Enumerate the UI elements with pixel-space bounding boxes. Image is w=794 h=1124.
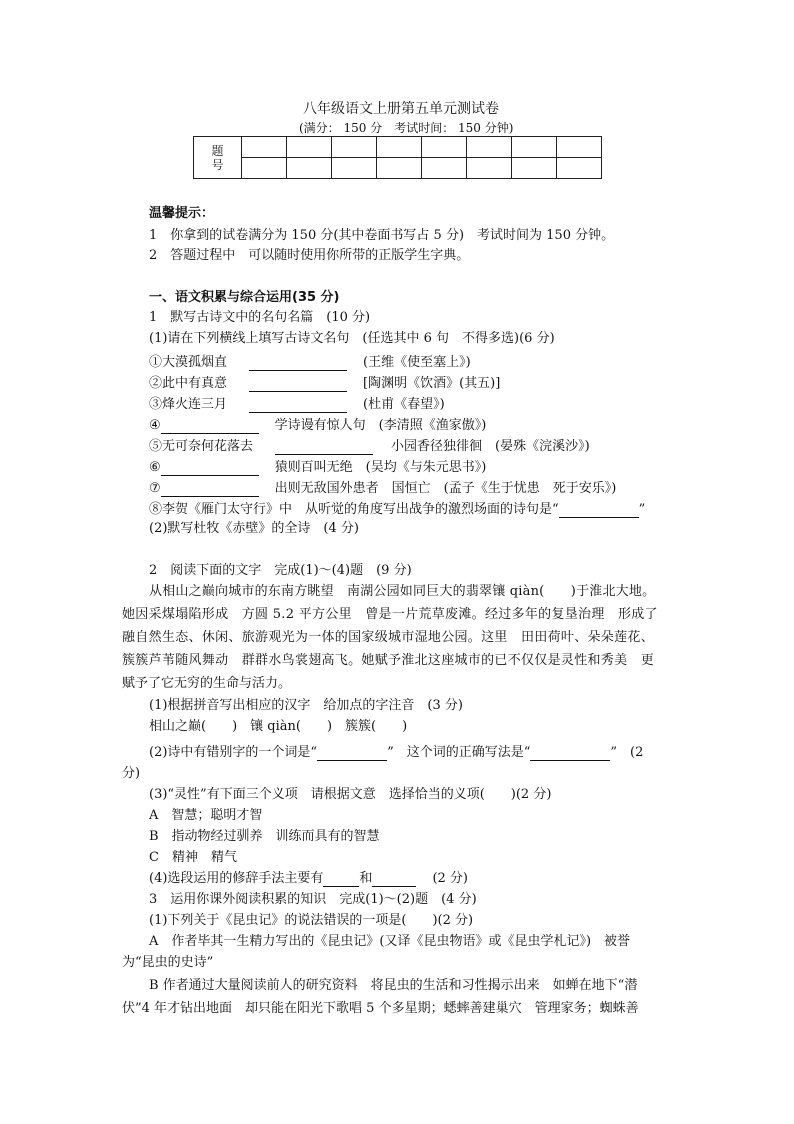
score-cell bbox=[287, 158, 332, 179]
tip-item: 1 你拿到的试卷满分为 150 分(其中卷面书写占 5 分) 考试时间为 150 分钟。 bbox=[149, 228, 615, 243]
answer-blank[interactable] bbox=[323, 873, 359, 887]
answer-blank[interactable] bbox=[275, 441, 373, 455]
tips-heading: 温馨提示： bbox=[149, 206, 215, 221]
question-2: 2 阅读下面的文字 完成(1)～(4)题 (9 分) bbox=[149, 563, 412, 578]
fill-line-1: ①大漠孤烟直 (王维《使至塞上》) bbox=[149, 355, 471, 370]
score-cell bbox=[377, 158, 422, 179]
fill-line-5: ⑤无可奈何花落去 小园香径独徘徊 (晏殊《浣溪沙》) bbox=[149, 439, 590, 454]
passage-line: 赋予了它无穷的生命与活力。 bbox=[122, 676, 292, 691]
passage-line: 她因采煤塌陷形成 方圆 5.2 平方公里 曾是一片荒草废滩。经过多年的复垦治理 形成了 bbox=[122, 607, 658, 622]
option-b-cont: 伏”4 年才钻出地面 却只能在阳光下歌唱 5 个多星期；蟋蟀善建巢穴 管理家务；蜘蛛善 bbox=[122, 1001, 639, 1016]
option-b: B 作者通过大量阅读前人的研究资料 将昆虫的生活和习性揭示出来 如蝉在地下“潜 bbox=[149, 978, 638, 993]
score-cell bbox=[287, 137, 332, 158]
option-a: A 作者毕其一生精力写出的《昆虫记》(又译《昆虫物语》或《昆虫学札记》) 被誉 bbox=[149, 934, 631, 949]
answer-blank[interactable] bbox=[249, 378, 347, 392]
fill-line-7: ⑦ 出则无敌国外患者 国恒亡 (孟子《生于忧患 死于安乐》) bbox=[149, 481, 617, 496]
question-2-4: (4)选段运用的修辞手法主要有 和 (2 分) bbox=[149, 871, 468, 886]
answer-blank[interactable] bbox=[530, 747, 610, 761]
score-cell bbox=[422, 137, 467, 158]
page-subtitle: (满分： 150 分 考试时间： 150 分钟) bbox=[299, 121, 514, 135]
score-cell bbox=[242, 137, 287, 158]
score-cell bbox=[512, 137, 557, 158]
passage-line: 簇簇芦苇随风舞动 群群水鸟裳翅高飞。她赋予淮北这座城市的已不仅仅是灵性和秀美 更 bbox=[122, 653, 655, 668]
score-table-header: 题 号 bbox=[194, 137, 242, 179]
question-1-1: (1)请在下列横线上填写古诗文名句 (任选其中 6 句 不得多选)(6 分) bbox=[149, 331, 555, 346]
score-cell bbox=[377, 137, 422, 158]
question-3: 3 运用你课外阅读积累的知识 完成(1)～(2)题 (4 分) bbox=[149, 892, 477, 907]
score-cell bbox=[332, 158, 377, 179]
answer-blank[interactable] bbox=[317, 747, 387, 761]
option-a-cont: 为“昆虫的史诗” bbox=[122, 955, 214, 970]
answer-blank[interactable] bbox=[249, 357, 347, 371]
score-cell bbox=[422, 158, 467, 179]
score-cell bbox=[242, 158, 287, 179]
question-1: 1 默写古诗文中的名句名篇 (10 分) bbox=[149, 310, 371, 325]
fill-line-2: ②此中有真意 [陶渊明《饮酒》(其五)] bbox=[149, 376, 501, 391]
question-2-1-items: 相山之巅( ) 镶 qiàn( ) 簇簇( ) bbox=[149, 719, 408, 734]
answer-blank[interactable] bbox=[161, 420, 259, 434]
option-c: C 精神 精气 bbox=[149, 850, 237, 865]
question-2-2-score: 分) bbox=[122, 766, 141, 781]
fill-line-4: ④ 学诗谩有惊人句 (李清照《渔家傲》) bbox=[149, 418, 487, 433]
question-1-2: (2)默写杜牧《赤壁》的全诗 (4 分) bbox=[149, 521, 359, 536]
question-3-1: (1)下列关于《昆虫记》的说法错误的一项是( )(2 分) bbox=[149, 913, 474, 928]
score-cell bbox=[557, 158, 602, 179]
fill-line-6: ⑥ 猿则百叫无绝 (吴均《与朱元思书》) bbox=[149, 460, 487, 475]
option-a: A 智慧；聪明才智 bbox=[149, 808, 263, 823]
page-title: 八年级语文上册第五单元测试卷 bbox=[303, 101, 499, 117]
score-cell bbox=[512, 158, 557, 179]
question-2-3: (3)“灵性”有下面三个义项 请根据文意 选择恰当的义项( )(2 分) bbox=[149, 787, 552, 802]
question-2-2: (2)诗中有错别字的一个词是“ ” 这个词的正确写法是“ ” (2 bbox=[149, 745, 644, 760]
score-cell bbox=[332, 137, 377, 158]
tip-item: 2 答题过程中 可以随时使用你所带的正版学生字典。 bbox=[149, 248, 470, 263]
fill-line-3: ③烽火连三月 (杜甫《春望》) bbox=[149, 397, 445, 412]
section-heading: 一、语文积累与综合运用(35 分) bbox=[149, 290, 340, 305]
option-b: B 指动物经过驯养 训练而具有的智慧 bbox=[149, 829, 380, 844]
score-cell bbox=[557, 137, 602, 158]
answer-blank[interactable] bbox=[249, 399, 347, 413]
score-cell bbox=[467, 158, 512, 179]
fill-line-8: ⑧李贺《雁门太守行》中 从听觉的角度写出战争的激烈场面的诗句是“ ” bbox=[149, 502, 646, 517]
score-table bbox=[193, 136, 602, 179]
passage-line: 从相山之巅向城市的东南方眺望 南湖公园如同巨大的翡翠镶 qiàn( )于淮北大地。 bbox=[149, 584, 656, 599]
question-2-1: (1)根据拼音写出相应的汉字 给加点的字注音 (3 分) bbox=[149, 698, 463, 713]
answer-blank[interactable] bbox=[559, 504, 639, 518]
answer-blank[interactable] bbox=[372, 873, 416, 887]
answer-blank[interactable] bbox=[161, 462, 259, 476]
passage-line: 融自然生态、休闲、旅游观光为一体的国家级城市湿地公园。这里 田田荷叶、朵朵莲花、 bbox=[122, 630, 655, 645]
score-cell bbox=[467, 137, 512, 158]
answer-blank[interactable] bbox=[161, 483, 259, 497]
